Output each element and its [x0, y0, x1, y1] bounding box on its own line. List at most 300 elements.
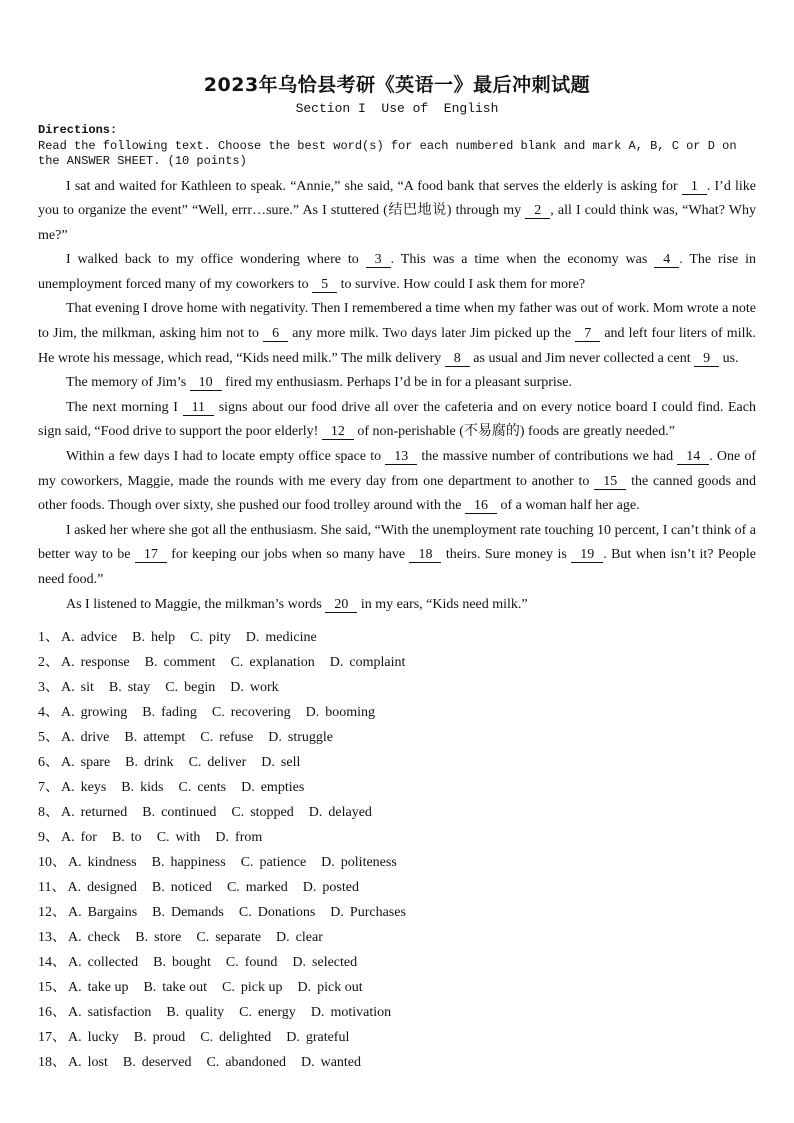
- option-c: [190, 630, 231, 645]
- blank-1: 1: [682, 179, 707, 195]
- question-number: 12、: [38, 905, 66, 921]
- option-label: B.: [166, 1005, 180, 1021]
- blank-13: 13: [385, 449, 417, 465]
- option-b: [143, 980, 207, 995]
- option-text: continued: [161, 805, 217, 821]
- option-d: [230, 680, 278, 695]
- option-d: [330, 905, 406, 920]
- passage-paragraph: [38, 519, 756, 593]
- directions-text: Read the following text. Choose the best word(s) for each numbered blank and mark A, B, C or D on the ANSWER SHEET. (10 points): [38, 138, 737, 168]
- option-text: advice: [80, 630, 118, 646]
- passage-text: in my ears, “Kids need milk.”: [357, 596, 528, 612]
- option-label: A.: [68, 955, 82, 971]
- option-b: [135, 930, 181, 945]
- blank-19: 19: [571, 547, 603, 563]
- option-c: [212, 705, 291, 720]
- option-a: [67, 880, 136, 895]
- option-b: [152, 905, 224, 920]
- option-text: from: [235, 830, 263, 846]
- option-text: happiness: [170, 855, 226, 871]
- passage: [38, 175, 756, 618]
- option-d: [297, 980, 362, 995]
- option-label: C.: [226, 880, 240, 896]
- question-number: 14、: [38, 955, 66, 971]
- option-label: A.: [68, 905, 82, 921]
- blank-18: 18: [409, 547, 441, 563]
- question-row: [38, 625, 756, 650]
- question-row: [38, 650, 756, 675]
- option-a: [68, 855, 137, 870]
- option-label: D.: [241, 780, 255, 796]
- question-row: [38, 875, 756, 900]
- passage-text: us.: [719, 350, 739, 366]
- option-b: [152, 880, 212, 895]
- question-number: 1、: [38, 630, 59, 646]
- option-text: pick out: [317, 980, 363, 996]
- passage-text: . I’d like you to organize the event” “Well, errr…sure.” As I stuttered (结巴地说) through my: [38, 178, 756, 219]
- question-number: 8、: [38, 805, 59, 821]
- passage-text: I sat and waited for Kathleen to speak. “Annie,” she said, “A food bank that serves the elderly is asking for: [66, 178, 682, 194]
- question-row: [38, 925, 756, 950]
- option-a: [61, 730, 109, 745]
- question-row: [38, 725, 756, 750]
- passage-paragraph: [38, 593, 756, 618]
- option-c: [231, 805, 293, 820]
- option-c: [231, 655, 315, 670]
- option-text: comment: [163, 655, 216, 671]
- option-label: D.: [308, 805, 323, 821]
- passage-text: to survive. How could I ask them for more?: [337, 276, 586, 292]
- option-b: [121, 780, 163, 795]
- option-c: [241, 855, 306, 870]
- passage-paragraph: [38, 371, 756, 396]
- option-c: [222, 980, 282, 995]
- option-label: D.: [245, 630, 260, 646]
- question-row: [38, 975, 756, 1000]
- option-label: C.: [200, 730, 214, 746]
- question-row: [38, 1000, 756, 1025]
- question-row: [38, 775, 756, 800]
- question-number: 7、: [38, 780, 59, 796]
- option-d: [303, 880, 359, 895]
- option-text: quality: [185, 1005, 225, 1021]
- option-label: D.: [297, 980, 312, 996]
- passage-text: any more milk. Two days later Jim picked up the: [288, 326, 576, 342]
- passage-text: . But when isn’t it? People need food.”: [38, 547, 756, 587]
- option-label: D.: [230, 680, 244, 696]
- passage-paragraph: [38, 175, 756, 249]
- option-d: [261, 755, 300, 770]
- option-label: A.: [61, 780, 75, 796]
- option-text: kids: [140, 780, 164, 796]
- option-b: [112, 830, 142, 845]
- option-text: fading: [161, 705, 197, 721]
- option-d: [321, 855, 397, 870]
- option-label: C.: [231, 805, 245, 821]
- option-label: C.: [230, 655, 244, 671]
- option-label: C.: [222, 980, 235, 996]
- option-label: B.: [144, 655, 158, 671]
- option-d: [276, 930, 323, 945]
- passage-text: theirs. Sure money is: [441, 547, 572, 563]
- question-row: [38, 1025, 756, 1050]
- passage-text: I asked her where she got all the enthusiasm. She said, “With the unemployment rate touching 10 percent, I can’t think of a better way to be: [38, 522, 756, 563]
- option-a: [68, 905, 137, 920]
- option-b: [123, 1055, 192, 1070]
- directions-block: [38, 123, 756, 170]
- option-label: A.: [61, 830, 75, 846]
- option-text: Purchases: [349, 905, 406, 921]
- option-d: [309, 805, 372, 820]
- option-text: sit: [80, 680, 94, 696]
- option-d: [246, 630, 317, 645]
- option-label: A.: [61, 805, 75, 821]
- option-label: D.: [286, 1030, 300, 1046]
- option-c: [157, 830, 201, 845]
- option-text: spare: [80, 755, 111, 771]
- question-row: [38, 800, 756, 825]
- option-b: [109, 680, 150, 695]
- option-label: A.: [61, 755, 75, 771]
- option-label: C.: [206, 1055, 220, 1071]
- question-row: [38, 1050, 756, 1075]
- option-text: bought: [172, 955, 211, 971]
- option-a: [61, 755, 110, 770]
- question-number: 16、: [38, 1005, 66, 1021]
- option-c: [239, 1005, 296, 1020]
- option-c: [189, 755, 247, 770]
- option-b: [153, 955, 211, 970]
- blank-14: 14: [677, 449, 709, 465]
- blank-8: 8: [445, 351, 470, 367]
- passage-text: . The rise in unemployment forced many of my coworkers to: [38, 252, 757, 292]
- option-text: kindness: [87, 855, 137, 871]
- blank-15: 15: [594, 474, 626, 490]
- option-text: help: [151, 630, 176, 646]
- question-number: 4、: [38, 705, 59, 721]
- question-list: [38, 625, 756, 1075]
- option-text: energy: [257, 1005, 296, 1021]
- option-label: B.: [153, 955, 166, 971]
- option-text: lucky: [87, 1030, 119, 1046]
- option-label: C.: [240, 855, 254, 871]
- passage-text: of a woman half her age.: [496, 498, 640, 514]
- option-text: marked: [245, 880, 288, 896]
- option-text: patience: [259, 855, 307, 871]
- option-label: C.: [165, 680, 179, 696]
- option-text: Bargains: [87, 905, 138, 921]
- option-text: clear: [295, 930, 323, 946]
- option-text: begin: [184, 680, 216, 696]
- option-text: delighted: [219, 1030, 272, 1046]
- option-text: proud: [152, 1030, 186, 1046]
- option-label: A.: [67, 880, 82, 896]
- option-text: response: [80, 655, 130, 671]
- option-label: B.: [124, 730, 138, 746]
- option-text: keys: [80, 780, 107, 796]
- option-text: struggle: [287, 730, 334, 746]
- option-text: medicine: [265, 630, 317, 646]
- question-row: [38, 850, 756, 875]
- option-label: B.: [133, 1030, 147, 1046]
- blank-9: 9: [694, 351, 719, 367]
- option-label: B.: [121, 780, 135, 796]
- option-text: check: [87, 930, 121, 946]
- blank-4: 4: [654, 252, 679, 268]
- option-b: [134, 1030, 186, 1045]
- option-label: D.: [305, 705, 320, 721]
- option-text: pick up: [240, 980, 283, 996]
- passage-text: for keeping our jobs when so many have: [166, 547, 410, 563]
- option-c: [206, 1055, 286, 1070]
- passage-text: As I listened to Maggie, the milkman’s words: [66, 596, 326, 612]
- option-a: [61, 805, 127, 820]
- option-b: [132, 630, 175, 645]
- option-text: store: [154, 930, 182, 946]
- option-label: B.: [142, 805, 156, 821]
- option-text: take up: [87, 980, 129, 996]
- question-number: 11、: [38, 880, 66, 896]
- option-a: [68, 1030, 119, 1045]
- passage-paragraph: [38, 248, 756, 297]
- option-label: C.: [225, 955, 239, 971]
- option-label: B.: [125, 755, 139, 771]
- question-row: [38, 950, 756, 975]
- section-heading: Section I Use of English: [295, 101, 499, 116]
- blank-17: 17: [135, 547, 167, 563]
- option-label: D.: [276, 930, 290, 946]
- option-text: empties: [260, 780, 305, 796]
- page-title: 2023年乌恰县考研《英语一》最后冲刺试题: [203, 74, 591, 96]
- question-row: [38, 900, 756, 925]
- blank-2: 2: [525, 203, 550, 219]
- passage-paragraph: [38, 396, 756, 445]
- option-b: [142, 705, 197, 720]
- option-text: explanation: [249, 655, 315, 671]
- option-label: A.: [68, 1005, 82, 1021]
- option-label: A.: [68, 855, 82, 871]
- question-number: 6、: [38, 755, 59, 771]
- option-a: [61, 655, 130, 670]
- option-d: [306, 705, 375, 720]
- option-label: B.: [122, 1055, 136, 1071]
- option-c: [178, 780, 226, 795]
- option-a: [61, 705, 127, 720]
- option-a: [68, 930, 120, 945]
- option-text: for: [80, 830, 97, 846]
- option-b: [125, 755, 173, 770]
- option-c: [196, 930, 261, 945]
- directions-label: Directions:: [38, 123, 118, 137]
- blank-12: 12: [322, 424, 354, 440]
- option-c: [165, 680, 215, 695]
- option-text: cents: [197, 780, 227, 796]
- option-text: posted: [322, 880, 359, 896]
- option-label: D.: [330, 905, 344, 921]
- option-d: [330, 655, 406, 670]
- option-text: recovering: [230, 705, 291, 721]
- option-text: growing: [80, 705, 128, 721]
- option-text: drink: [144, 755, 174, 771]
- option-label: D.: [302, 880, 317, 896]
- option-text: abandoned: [225, 1055, 286, 1071]
- option-label: B.: [108, 680, 122, 696]
- option-label: C.: [156, 830, 170, 846]
- option-b: [152, 855, 226, 870]
- passage-text: , all I could think was, “What? Why me?”: [38, 203, 756, 243]
- blank-20: 20: [325, 597, 357, 613]
- option-text: lost: [87, 1055, 108, 1071]
- option-label: B.: [152, 905, 165, 921]
- option-a: [61, 780, 106, 795]
- option-label: A.: [68, 930, 82, 946]
- question-number: 17、: [38, 1030, 66, 1046]
- option-text: designed: [87, 880, 137, 896]
- blank-16: 16: [465, 498, 497, 514]
- option-label: B.: [142, 705, 156, 721]
- question-number: 15、: [38, 980, 66, 996]
- passage-paragraph: [38, 297, 756, 371]
- option-label: C.: [238, 905, 252, 921]
- option-text: deliver: [207, 755, 247, 771]
- passage-text: The memory of Jim’s: [66, 375, 190, 391]
- option-label: C.: [239, 1005, 252, 1021]
- blank-3: 3: [366, 252, 391, 268]
- option-text: Donations: [257, 905, 316, 921]
- passage-text: the canned goods and other foods. Though over sixty, she pushed our food trolley around with the: [38, 473, 756, 514]
- option-c: [200, 730, 253, 745]
- passage-text: . This was a time when the economy was: [390, 252, 655, 268]
- option-d: [286, 1030, 349, 1045]
- option-text: deserved: [141, 1055, 192, 1071]
- question-number: 13、: [38, 930, 66, 946]
- option-a: [68, 980, 128, 995]
- question-number: 5、: [38, 730, 59, 746]
- blank-11: 11: [183, 400, 214, 416]
- option-text: grateful: [305, 1030, 350, 1046]
- passage-text: as usual and Jim never collected a cent: [469, 350, 695, 366]
- option-label: B.: [151, 880, 165, 896]
- question-number: 18、: [38, 1055, 66, 1071]
- option-text: satisfaction: [87, 1005, 152, 1021]
- option-a: [61, 630, 117, 645]
- question-number: 2、: [38, 655, 59, 671]
- option-text: drive: [80, 730, 110, 746]
- blank-6: 6: [263, 326, 288, 342]
- option-label: C.: [196, 930, 210, 946]
- option-text: wanted: [320, 1055, 362, 1071]
- passage-text: and left four liters of milk. He wrote his message, which read, “Kids need milk.” The milk delivery: [38, 326, 756, 366]
- option-label: A.: [61, 730, 75, 746]
- option-label: D.: [215, 830, 230, 846]
- option-label: B.: [111, 830, 125, 846]
- question-number: 9、: [38, 830, 59, 846]
- option-b: [124, 730, 185, 745]
- option-text: politeness: [340, 855, 397, 871]
- option-d: [215, 830, 262, 845]
- passage-text: That evening I drove home with negativity. Then I remembered a time when my father was out of work. Mom wrote a note to Jim, the milkman, asking him not to: [38, 301, 756, 342]
- option-text: returned: [80, 805, 128, 821]
- option-label: D.: [261, 755, 275, 771]
- option-text: booming: [325, 705, 376, 721]
- question-row: [38, 675, 756, 700]
- option-b: [166, 1005, 224, 1020]
- option-d: [268, 730, 333, 745]
- passage-text: The next morning I: [66, 399, 183, 415]
- option-label: B.: [135, 930, 149, 946]
- passage-text: signs about our food drive all over the cafeteria and on every notice board I could find. Each sign said, “Food drive to support the poor elderly!: [38, 399, 756, 440]
- option-b: [142, 805, 216, 820]
- option-label: C.: [190, 630, 203, 646]
- option-b: [145, 655, 216, 670]
- option-label: C.: [211, 705, 225, 721]
- passage-text: the massive number of contributions we had: [417, 449, 678, 465]
- option-text: pity: [208, 630, 231, 646]
- option-label: B.: [132, 630, 145, 646]
- option-label: D.: [321, 855, 335, 871]
- option-a: [68, 1055, 108, 1070]
- option-label: A.: [68, 1030, 82, 1046]
- option-text: work: [249, 680, 279, 696]
- option-label: D.: [268, 730, 282, 746]
- question-number: 3、: [38, 680, 59, 696]
- passage-text: I walked back to my office wondering where to: [66, 252, 366, 268]
- option-label: D.: [329, 655, 344, 671]
- option-c: [200, 1030, 271, 1045]
- option-c: [239, 905, 315, 920]
- option-d: [241, 780, 304, 795]
- option-c: [227, 880, 288, 895]
- option-label: C.: [188, 755, 202, 771]
- option-label: D.: [300, 1055, 315, 1071]
- option-label: A.: [68, 980, 82, 996]
- option-a: [68, 955, 138, 970]
- option-label: D.: [292, 955, 307, 971]
- option-d: [292, 955, 357, 970]
- option-text: motivation: [330, 1005, 392, 1021]
- question-row: [38, 825, 756, 850]
- passage-text: Within a few days I had to locate empty office space to: [66, 449, 386, 465]
- passage-paragraph: [38, 445, 756, 519]
- option-text: sell: [280, 755, 301, 771]
- option-text: selected: [312, 955, 358, 971]
- option-label: A.: [61, 655, 75, 671]
- passage-text: of non-perishable (不易腐的) foods are greatly needed.”: [353, 424, 675, 440]
- option-label: C.: [178, 780, 192, 796]
- option-text: refuse: [219, 730, 254, 746]
- option-label: A.: [61, 680, 75, 696]
- passage-text: . One of my coworkers, Maggie, made the rounds with me every day from one department to another to: [38, 449, 756, 489]
- option-a: [61, 680, 94, 695]
- blank-7: 7: [575, 326, 600, 342]
- option-text: take out: [162, 980, 208, 996]
- option-d: [301, 1055, 361, 1070]
- option-text: stopped: [250, 805, 294, 821]
- option-label: B.: [151, 855, 165, 871]
- blank-5: 5: [312, 277, 337, 293]
- option-text: delayed: [328, 805, 372, 821]
- option-label: A.: [68, 1055, 82, 1071]
- option-text: stay: [127, 680, 151, 696]
- passage-text: fired my enthusiasm. Perhaps I’d be in for a pleasant surprise.: [221, 375, 572, 391]
- option-text: to: [130, 830, 142, 846]
- option-a: [68, 1005, 151, 1020]
- question-row: [38, 750, 756, 775]
- option-text: noticed: [170, 880, 212, 896]
- option-label: D.: [310, 1005, 325, 1021]
- option-c: [226, 955, 278, 970]
- option-text: collected: [87, 955, 139, 971]
